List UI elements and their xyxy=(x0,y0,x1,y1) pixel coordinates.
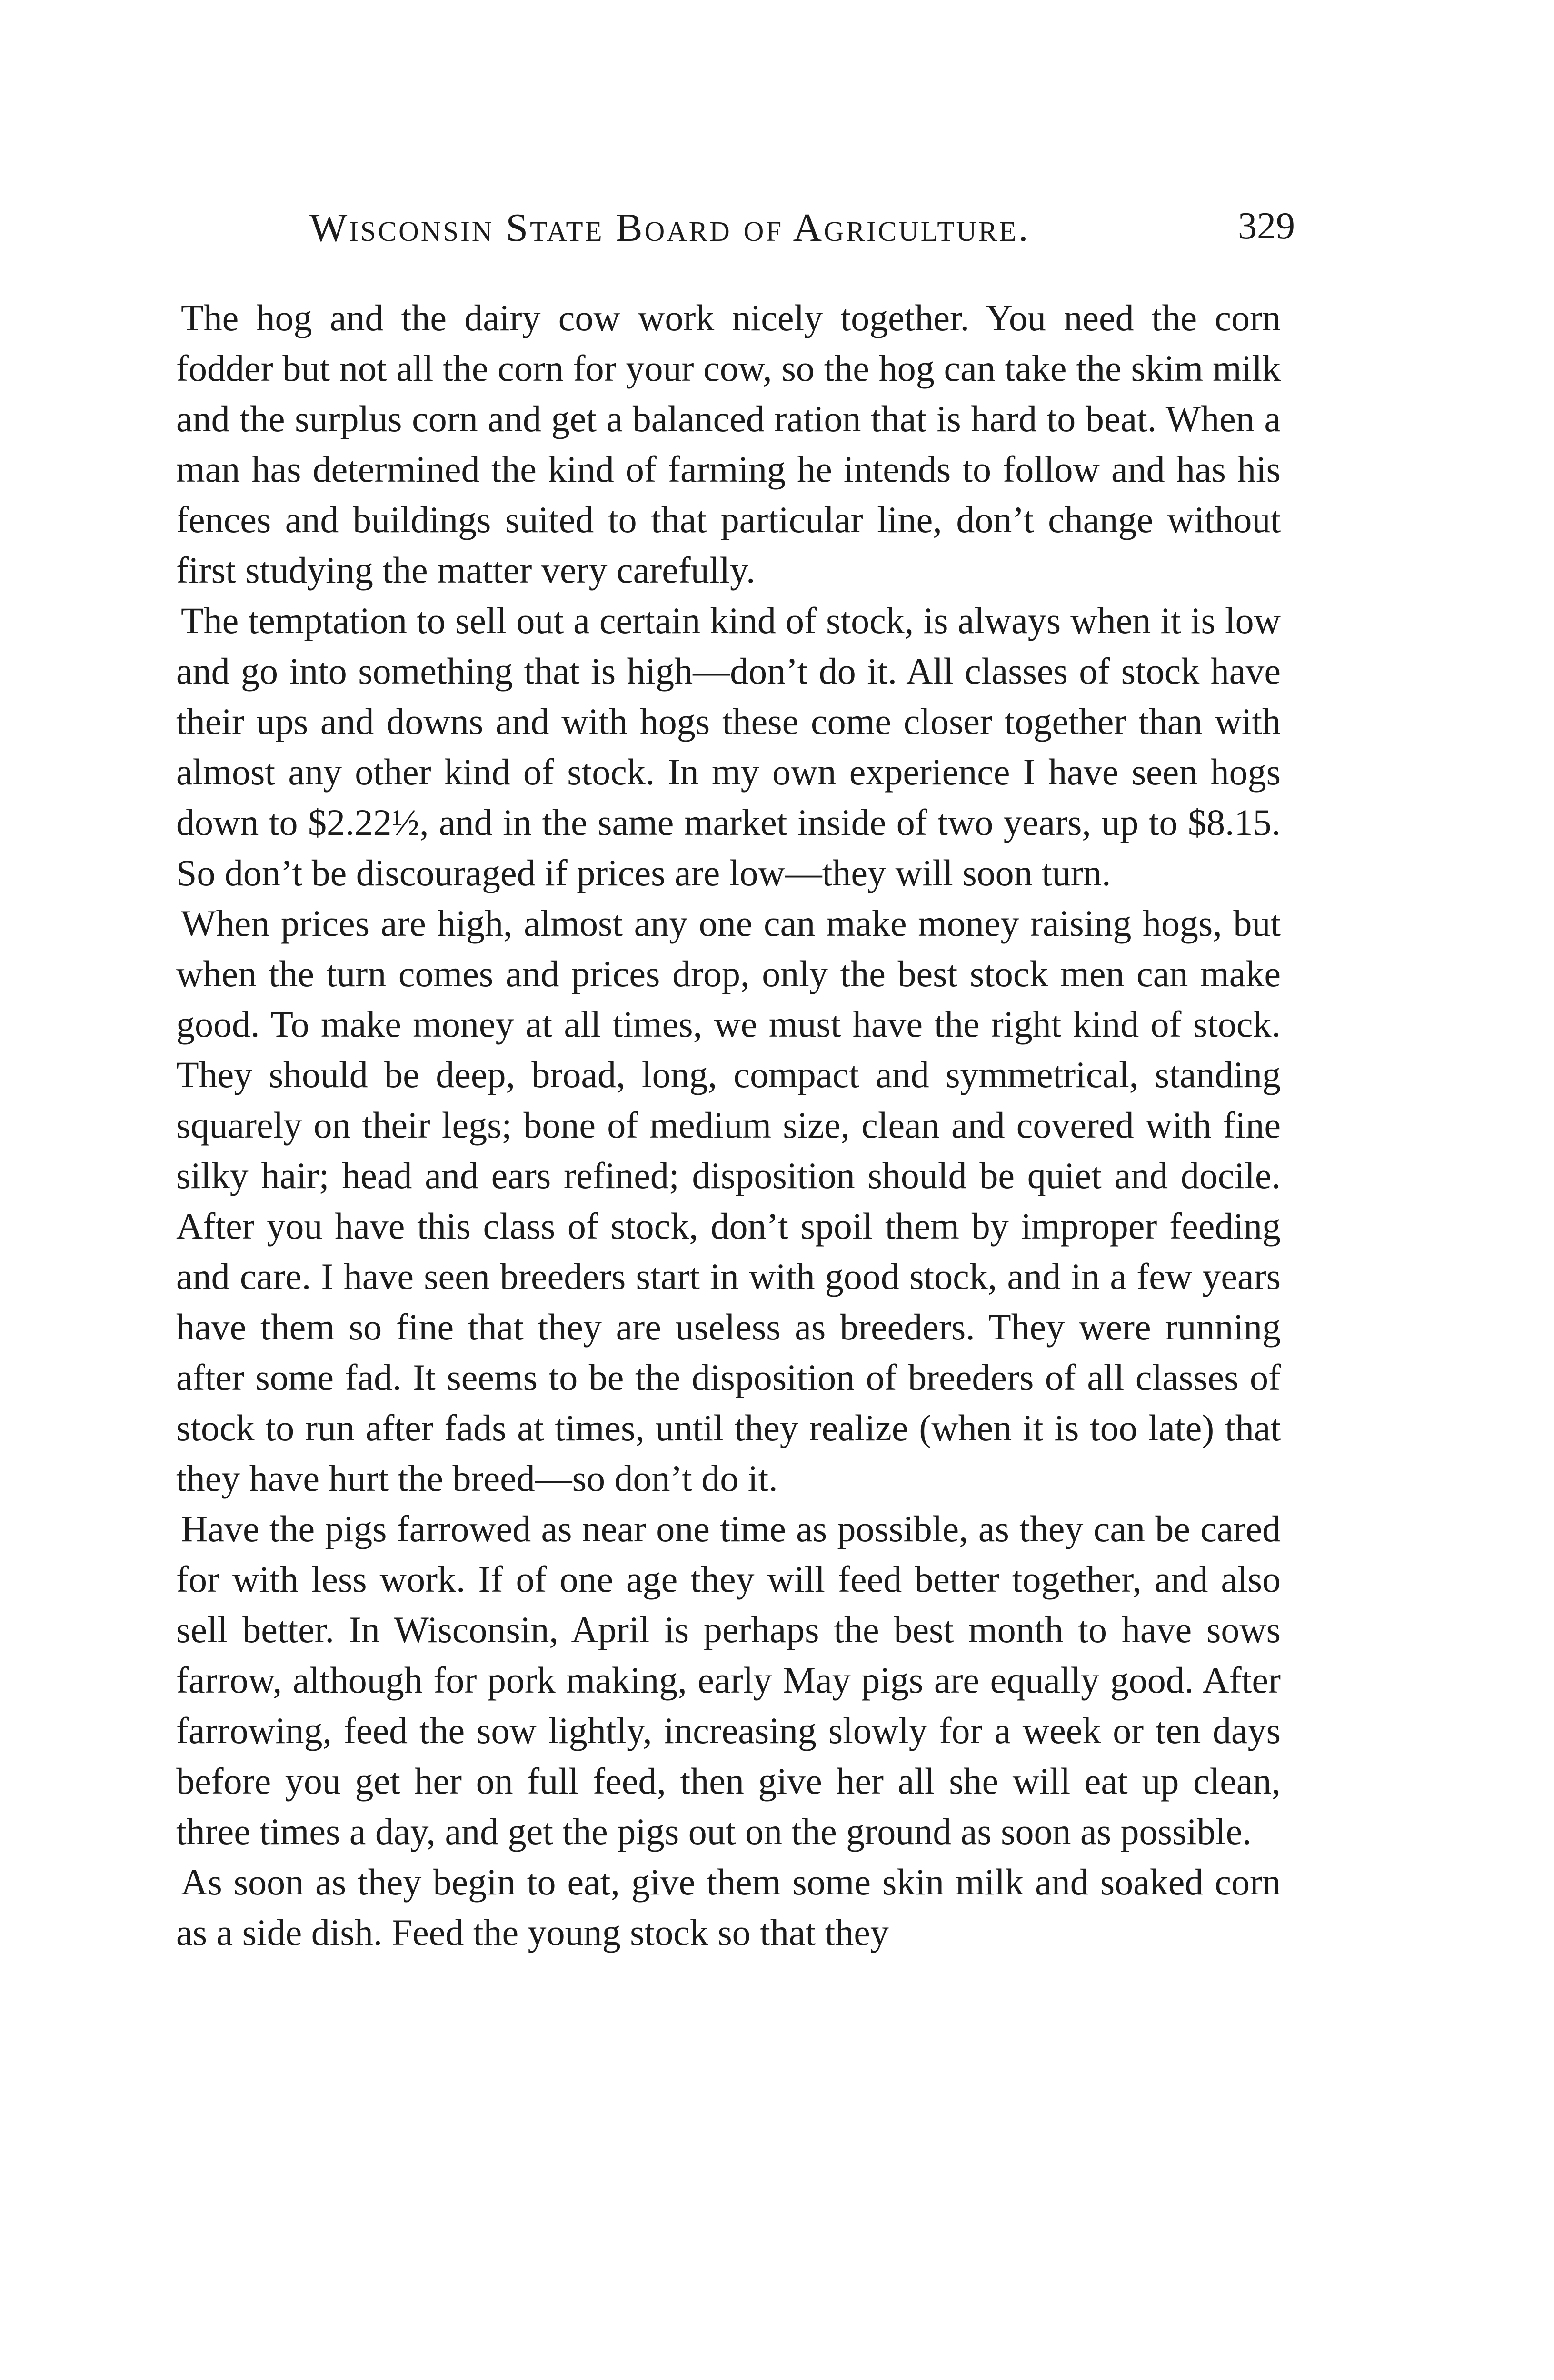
page-number: 329 xyxy=(1238,205,1295,247)
paragraph-temptation-to-sell: The temptation to sell out a certain kind of stock, is always when it is low and go into something that is high—don’t do it. All classes of stock have their ups and downs and with hogs these come closer together than with almost any other kind of stock. In my own experience I have seen hogs down to $2.22½, and in the same market inside of two years, up to $8.15. So don’t be discouraged if prices are low—they will soon turn. xyxy=(176,600,1281,893)
running-head xyxy=(309,205,1295,257)
paragraph-prices-and-stock: When prices are high, almost any one can make money raising hogs, but when the turn comes and prices drop, only the best stock men can make good. To make money at all times, we must have the right kind of stock. They should be deep, broad, long, compact and symmetrical, standing squarely on their legs; bone of medium size, clean and covered with fine silky hair; head and ears refined; disposition should be quiet and docile. After you have this class of stock, don’t spoil them by improper feeding and care. I have seen breeders start in with good stock, and in a few years have them so fine that they are useless as breeders. They were running after some fad. It seems to be the disposition of breeders of all classes of stock to run after fads at times, until they realize (when it is too late) that they have hurt the breed—so don’t do it. xyxy=(176,902,1281,1499)
paragraph-hog-and-dairy-cow: The hog and the dairy cow work nicely together. You need the corn fodder but not all the corn for your cow, so the hog can take the skim milk and the surplus corn and get a balanced ration that is hard to beat. When a man has determined the kind of farming he intends to follow and has his fences and buildings suited to that particular line, don’t change without first studying the matter very carefully. xyxy=(176,297,1281,591)
body-text xyxy=(176,293,1281,1958)
paragraph-farrowing: Have the pigs farrowed as near one time as possible, as they can be cared for with less work. If of one age they will feed better together, and also sell better. In Wisconsin, April is perhaps the best month to have sows farrow, although for pork making, early May pigs are equally good. After farrowing, feed the sow lightly, increasing slowly for a week or ten days before you get her on full feed, then give her all she will eat up clean, three times a day, and get the pigs out on the ground as soon as possible. xyxy=(176,1508,1281,1852)
paragraph-feeding-young-pigs: As soon as they begin to eat, give them some skin milk and soaked corn as a side dish. Feed the young stock so that they xyxy=(176,1861,1281,1953)
running-title: Wisconsin State Board of Agriculture. xyxy=(309,206,1030,250)
